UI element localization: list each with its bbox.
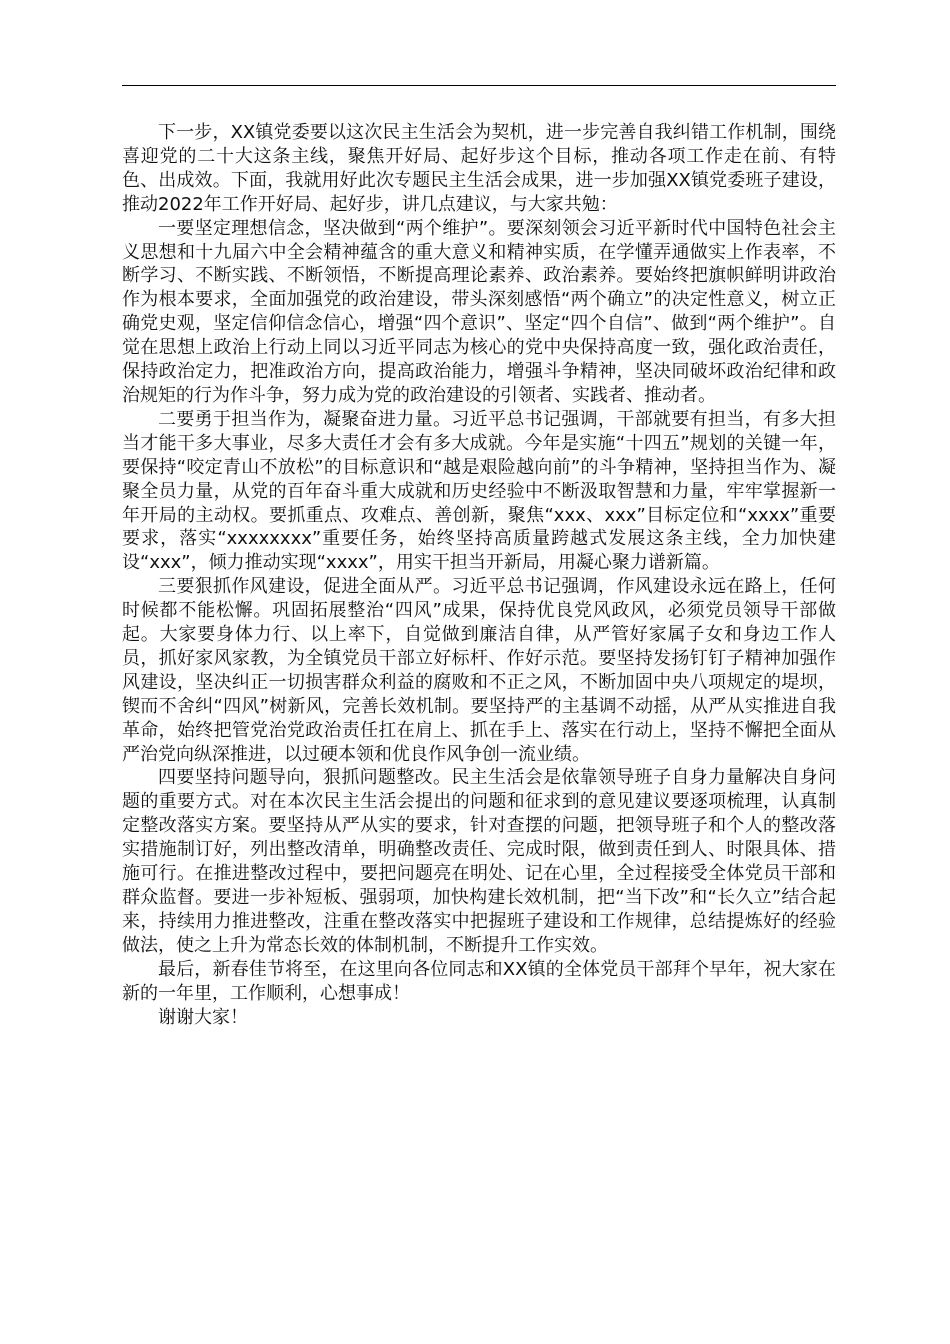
paragraph-next-step: 下一步，XX镇党委要以这次民主生活会为契机，进一步完善自我纠错工作机制，围绕喜迎党的二十大这条主线，聚焦开好局、起好步这个目标，推动各项工作走在前、有特色、出成效。下面，我就用好此次专题民主生活会成果，进一步加强XX镇党委班子建设，推动2022年工作开好局、起好步，讲几点建议，与大家共勉：: [122, 122, 836, 215]
paragraph-point-two: 二要勇于担当作为，凝聚奋进力量。习近平总书记强调，干部就要有担当，有多大担当才能干多大事业，尽多大责任才会有多大成就。今年是实施“十四五”规划的关键一年，要保持“咬定青山不放松”的目标意识和“越是艰险越向前”的斗争精神，坚持担当作为、凝聚全员力量，从党的百年奋斗重大成就和历史经验中不断汲取智慧和力量，牢牢掌握新一年开局的主动权。要抓重点、攻难点、善创新，聚焦“xxx、xxx”目标定位和“xxxx”重要要求，落实“xxxxxxxx”重要任务，始终坚持高质量跨越式发展这条主线，全力加快建设“xxx”，倾力推动实现“xxxx”，用实干担当开新局，用凝心聚力谱新篇。: [122, 408, 836, 574]
document-body: [122, 121, 836, 1029]
paragraph-point-three: 三要狠抓作风建设，促进全面从严。习近平总书记强调，作风建设永远在路上，任何时候都不能松懈。巩固拓展整治“四风”成果，保持优良党风政风，必须党员领导干部做起。大家要身体力行、以上率下，自觉做到廉洁自律，从严管好家属子女和身边工作人员，抓好家风家教，为全镇党员干部立好标杆、作好示范。要坚持发扬钉钉子精神加强作风建设，坚决纠正一切损害群众利益的腐败和不正之风，不断加固中央八项规定的堤坝，锲而不舍纠“四风”树新风，完善长效机制。要坚持严的主基调不动摇，从严从实推进自我革命，始终把管党治党政治责任扛在肩上、抓在手上、落实在行动上，坚持不懈把全面从严治党向纵深推进，以过硬本领和优良作风争创一流业绩。: [122, 576, 836, 765]
paragraph-thanks: 谢谢大家！: [158, 1006, 248, 1028]
paragraph-point-one: 一要坚定理想信念，坚决做到“两个维护”。要深刻领会习近平新时代中国特色社会主义思想和十九届六中全会精神蕴含的重大意义和精神实质，在学懂弄通做实上作表率，不断学习、不断实践、不断领悟，不断提高理论素养、政治素养。要始终把旗帜鲜明讲政治作为根本要求，全面加强党的政治建设，带头深刻感悟“两个确立”的决定性意义，树立正确党史观，坚定信仰信念信心，增强“四个意识”、坚定“四个自信”、做到“两个维护”。自觉在思想上政治上行动上同以习近平同志为核心的党中央保持高度一致，强化政治责任，保持政治定力，把准政治方向，提高政治能力，增强斗争精神，坚决同破坏政治纪律和政治规矩的行为作斗争，努力成为党的政治建设的引领者、实践者、推动者。: [122, 217, 836, 406]
paragraph-closing: 最后，新春佳节将至，在这里向各位同志和XX镇的全体党员干部拜个早年，祝大家在新的一年里，工作顺利，心想事成！: [122, 958, 836, 1004]
header-rule: [122, 85, 836, 86]
paragraph-point-four: 四要坚持问题导向，狠抓问题整改。民主生活会是依靠领导班子自身力量解决自身问题的重要方式。对在本次民主生活会提出的问题和征求到的意见建议要逐项梳理，认真制定整改落实方案。要坚持从严从实的要求，针对查摆的问题，把领导班子和个人的整改落实措施制订好，列出整改清单，明确整改责任、完成时限，做到责任到人、时限具体、措施可行。在推进整改过程中，要把问题亮在明处、记在心里，全过程接受全体党员干部和群众监督。要进一步补短板、强弱项，加快构建长效机制，把“当下改”和“长久立”结合起来，持续用力推进整改，注重在整改落实中把握班子建设和工作规律，总结提炼好的经验做法，使之上升为常态长效的体制机制，不断提升工作实效。: [122, 767, 836, 956]
